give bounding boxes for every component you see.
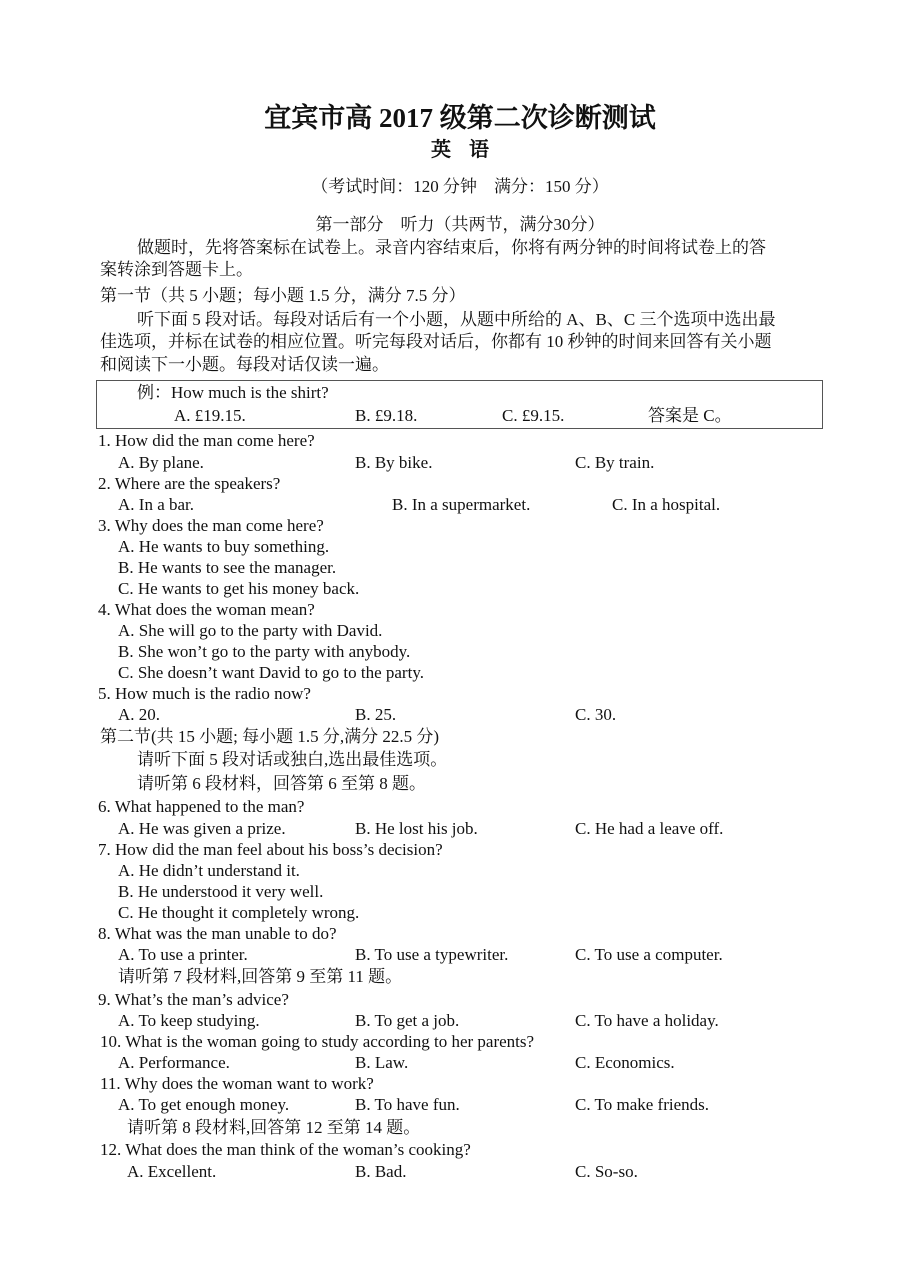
- question-6: 6. What happened to the man?: [98, 797, 305, 816]
- option-c: C. Economics.: [575, 1053, 675, 1072]
- option-b: B. To get a job.: [355, 1011, 460, 1030]
- option-b: B. 25.: [355, 705, 397, 724]
- option-c: C. He had a leave off.: [575, 819, 724, 838]
- option-a: A. To use a printer.: [118, 945, 248, 964]
- exam-title: 宜宾市高 2017 级第二次诊断测试: [264, 103, 656, 133]
- option-a: A. He didn’t understand it.: [118, 861, 300, 880]
- question-2: 2. Where are the speakers?: [98, 474, 281, 493]
- example-option-b: B. £9.18.: [355, 406, 418, 425]
- option-b: B. Law.: [355, 1053, 409, 1072]
- option-c: C. To make friends.: [575, 1095, 709, 1114]
- section1-heading: 第一节（共 5 小题；每小题 1.5 分，满分 7.5 分）: [100, 286, 466, 305]
- subject-title: 英语: [431, 139, 507, 161]
- example-answer: 答案是 C。: [648, 406, 732, 425]
- option-a: A. He was given a prize.: [118, 819, 286, 838]
- option-b: B. In a supermarket.: [392, 495, 531, 514]
- option-c: C. By train.: [575, 453, 655, 472]
- option-b: B. He wants to see the manager.: [118, 558, 337, 577]
- question-7: 7. How did the man feel about his boss’s decision?: [98, 840, 443, 859]
- material-instruction: 请听第 8 段材料,回答第 12 至第 14 题。: [127, 1118, 421, 1137]
- example-question: 例：How much is the shirt?: [137, 383, 329, 402]
- section2-heading: 第二节(共 15 小题; 每小题 1.5 分,满分 22.5 分): [100, 727, 440, 746]
- option-c: C. 30.: [575, 705, 617, 724]
- option-a: A. To keep studying.: [118, 1011, 260, 1030]
- example-option-a: A. £19.15.: [174, 406, 246, 425]
- option-b: B. She won’t go to the party with anybody.: [118, 642, 411, 661]
- option-a: A. Excellent.: [127, 1162, 217, 1181]
- question-12: 12. What does the man think of the woman’s cooking?: [100, 1140, 471, 1159]
- option-b: B. He understood it very well.: [118, 882, 324, 901]
- question-3: 3. Why does the man come here?: [98, 516, 324, 535]
- question-10: 10. What is the woman going to study according to her parents?: [100, 1032, 535, 1051]
- option-a: A. To get enough money.: [118, 1095, 290, 1114]
- option-a: A. He wants to buy something.: [118, 537, 330, 556]
- section1-instructions: 和阅读下一小题。每段对话仅读一遍。: [100, 355, 389, 374]
- option-a: A. 20.: [118, 705, 161, 724]
- material-instruction: 请听第 6 段材料，回答第 6 至第 8 题。: [137, 774, 426, 793]
- intro-text: 做题时，先将答案标在试卷上。录音内容结束后，你将有两分钟的时间将试卷上的答: [137, 238, 766, 257]
- option-b: B. To use a typewriter.: [355, 945, 509, 964]
- option-b: B. By bike.: [355, 453, 433, 472]
- material-instruction: 请听第 7 段材料,回答第 9 至第 11 题。: [118, 967, 403, 986]
- option-c: C. To have a holiday.: [575, 1011, 719, 1030]
- exam-info: （考试时间：120 分钟 满分：150 分）: [311, 177, 609, 196]
- question-1: 1. How did the man come here?: [98, 431, 315, 450]
- option-b: B. He lost his job.: [355, 819, 478, 838]
- question-8: 8. What was the man unable to do?: [98, 924, 337, 943]
- question-9: 9. What’s the man’s advice?: [98, 990, 289, 1009]
- question-4: 4. What does the woman mean?: [98, 600, 315, 619]
- intro-text: 案转涂到答题卡上。: [100, 260, 253, 279]
- section2-instructions: 请听下面 5 段对话或独白,选出最佳选项。: [137, 750, 448, 769]
- option-c: C. In a hospital.: [612, 495, 721, 514]
- option-b: B. Bad.: [355, 1162, 407, 1181]
- option-b: B. To have fun.: [355, 1095, 460, 1114]
- part1-heading: 第一部分 听力（共两节，满分30分）: [315, 215, 605, 234]
- option-a: A. She will go to the party with David.: [118, 621, 383, 640]
- option-c: C. So-so.: [575, 1162, 638, 1181]
- section1-instructions: 听下面 5 段对话。每段对话后有一个小题，从题中所给的 A、B、C 三个选项中选出最: [137, 310, 776, 329]
- example-option-c: C. £9.15.: [502, 406, 565, 425]
- option-c: C. He wants to get his money back.: [118, 579, 360, 598]
- option-c: C. He thought it completely wrong.: [118, 903, 360, 922]
- option-a: A. Performance.: [118, 1053, 230, 1072]
- option-c: C. She doesn’t want David to go to the party.: [118, 663, 424, 682]
- option-a: A. By plane.: [118, 453, 204, 472]
- section1-instructions: 佳选项，并标在试卷的相应位置。听完每段对话后，你都有 10 秒钟的时间来回答有关小题: [100, 332, 772, 351]
- option-a: A. In a bar.: [118, 495, 195, 514]
- question-11: 11. Why does the woman want to work?: [100, 1074, 374, 1093]
- option-c: C. To use a computer.: [575, 945, 723, 964]
- question-5: 5. How much is the radio now?: [98, 684, 311, 703]
